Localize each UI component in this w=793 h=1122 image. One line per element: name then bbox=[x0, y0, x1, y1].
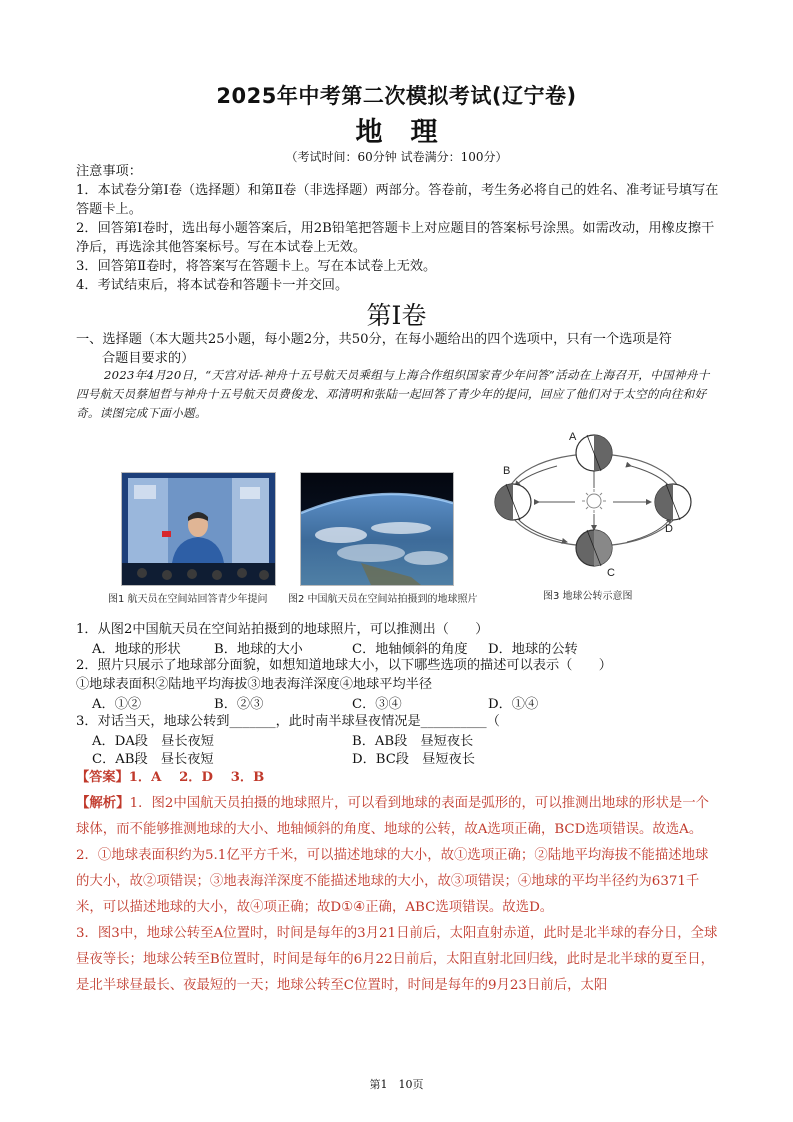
question-2-sub: ①地球表面积②陆地平均海拔③地表海洋深度④地球平均半径 bbox=[76, 677, 433, 692]
q1-option-a: A．地球的形状 bbox=[92, 642, 181, 657]
q2-option-a: A．①② bbox=[92, 697, 142, 712]
notice-item-4: 4．考试结束后，将本试卷和答题卡一并交回。 bbox=[76, 278, 349, 293]
question-3-stem: 3．对话当天，地球公转到_______，此时南半球昼夜情况是__________（ bbox=[76, 714, 500, 729]
q2-option-c: C．③④ bbox=[352, 697, 402, 712]
q3-option-d: D．BC段 昼短夜长 bbox=[352, 752, 475, 767]
notice-item-1: 1．本试卷分第Ⅰ卷（选择题）和第Ⅱ卷（非选择题）两部分。答卷前，考生务必将自己的姓名、准考证号填写在答题卡上。 bbox=[76, 183, 719, 217]
astronaut-photo bbox=[122, 473, 275, 585]
figure-1-image bbox=[121, 472, 276, 586]
exam-title: 2025年中考第二次模拟考试(辽宁卷) bbox=[216, 84, 577, 108]
explanation-p2: 2．①地球表面积约为5.1亿平方千米，可以描述地球的大小，故①选项正确；②陆地平均海拔不能描述地球的大小，故②项错误；③地表海洋深度不能描述地球的大小，故③项错误；④地球的平均半径约为6371千米，可以描述地球的大小，故④项正确；故D①④正确，ABC选项错误。故选D。 bbox=[76, 848, 709, 915]
exam-info: （考试时间：60分钟 试卷满分：100分） bbox=[285, 150, 508, 164]
orbit-label-c: C bbox=[607, 567, 615, 579]
question-1-stem: 1．从图2中国航天员在空间站拍摄到的地球照片，可以推测出（ ） bbox=[76, 622, 489, 637]
answer-text: 1．A 2．D 3．B bbox=[128, 770, 265, 785]
subject-title: 地理 bbox=[355, 117, 466, 148]
explanation-p1 bbox=[76, 790, 718, 843]
page-footer: 第1 10页 bbox=[369, 1078, 424, 1091]
answer-label: 【答案】 bbox=[76, 770, 129, 785]
section-heading bbox=[76, 330, 726, 368]
question-2-stem: 2．照片只展示了地球部分面貌，如想知道地球大小，以下哪些选项的描述可以表示（ ） bbox=[76, 658, 612, 673]
orbit-diagram bbox=[487, 430, 699, 580]
passage bbox=[76, 366, 716, 423]
figure-2-caption: 图2 中国航天员在空间站拍摄到的地球照片 bbox=[288, 594, 478, 605]
q3-option-b: B．AB段 昼短夜长 bbox=[352, 734, 474, 749]
explanation bbox=[76, 790, 718, 999]
q3-option-c: C．AB段 昼长夜短 bbox=[92, 752, 214, 767]
q3-option-a: A．DA段 昼长夜短 bbox=[92, 734, 214, 749]
orbit-label-d: D bbox=[665, 523, 673, 535]
figure-3-diagram bbox=[487, 430, 699, 580]
figure-1-caption: 图1 航天员在空间站回答青少年提问 bbox=[108, 594, 268, 605]
notice-item-2: 2．回答第Ⅰ卷时，选出每小题答案后，用2B铅笔把答题卡上对应题目的答案标号涂黑。如需改动，用橡皮擦干净后，再选涂其他答案标号。写在本试卷上无效。 bbox=[76, 221, 715, 255]
explanation-label: 【解析】 bbox=[76, 795, 130, 811]
q1-option-b: B．地球的大小 bbox=[214, 642, 303, 657]
part-title: 第Ⅰ卷 bbox=[366, 301, 427, 330]
q2-option-d: D．①④ bbox=[488, 697, 539, 712]
q1-option-d: D．地球的公转 bbox=[488, 642, 578, 657]
orbit-label-a: A bbox=[569, 431, 577, 443]
section-line-2: 合题目要求的） bbox=[102, 351, 195, 366]
earth-photo bbox=[301, 473, 453, 585]
answer-line bbox=[76, 766, 264, 785]
explanation-p3: 3．图3中，地球公转至A位置时，时间是每年的3月21日前后，太阳直射赤道，此时是北半球的春分日，全球昼夜等长；地球公转至B位置时，时间是每年的6月22日前后，太阳直射北回归线，此时是北半球的夏至日，是北半球昼最长、夜最短的一天；地球公转至C位置时，时间是每年的9月23日前后，太阳 bbox=[76, 926, 718, 993]
figure-2-image bbox=[300, 472, 454, 586]
orbit-label-b: B bbox=[503, 465, 511, 477]
q1-option-c: C．地轴倾斜的角度 bbox=[352, 642, 468, 657]
explanation-p1-text: 1．图2中国航天员拍摄的地球照片，可以看到地球的表面是弧形的，可以推测出地球的形状是一个球体，而不能够推测地球的大小、地轴倾斜的角度、地球的公转，故A选项正确，BCD选项错误。故选A。 bbox=[76, 796, 710, 837]
notice-item-3: 3．回答第Ⅱ卷时，将答案写在答题卡上。写在本试卷上无效。 bbox=[76, 259, 437, 274]
q2-option-b: B．②③ bbox=[214, 697, 264, 712]
notice-heading: 注意事项： bbox=[76, 164, 142, 179]
figure-3-caption: 图3 地球公转示意图 bbox=[543, 591, 633, 602]
section-line-1: 一、选择题（本大题共25小题，每小题2分，共50分，在每小题给出的四个选项中，只有一个选项是符 bbox=[76, 332, 672, 347]
passage-text: 2023年4月20日，“天宫对话-神舟十五号航天员乘组与上海合作组织国家青少年问答”活动在上海召开，中国神舟十四号航天员蔡旭哲与神舟十五号航天员费俊龙、邓清明和张陆一起回答了青少年的提问，回应了他们对于太空的向往和好奇。读图完成下面小题。 bbox=[76, 368, 710, 420]
